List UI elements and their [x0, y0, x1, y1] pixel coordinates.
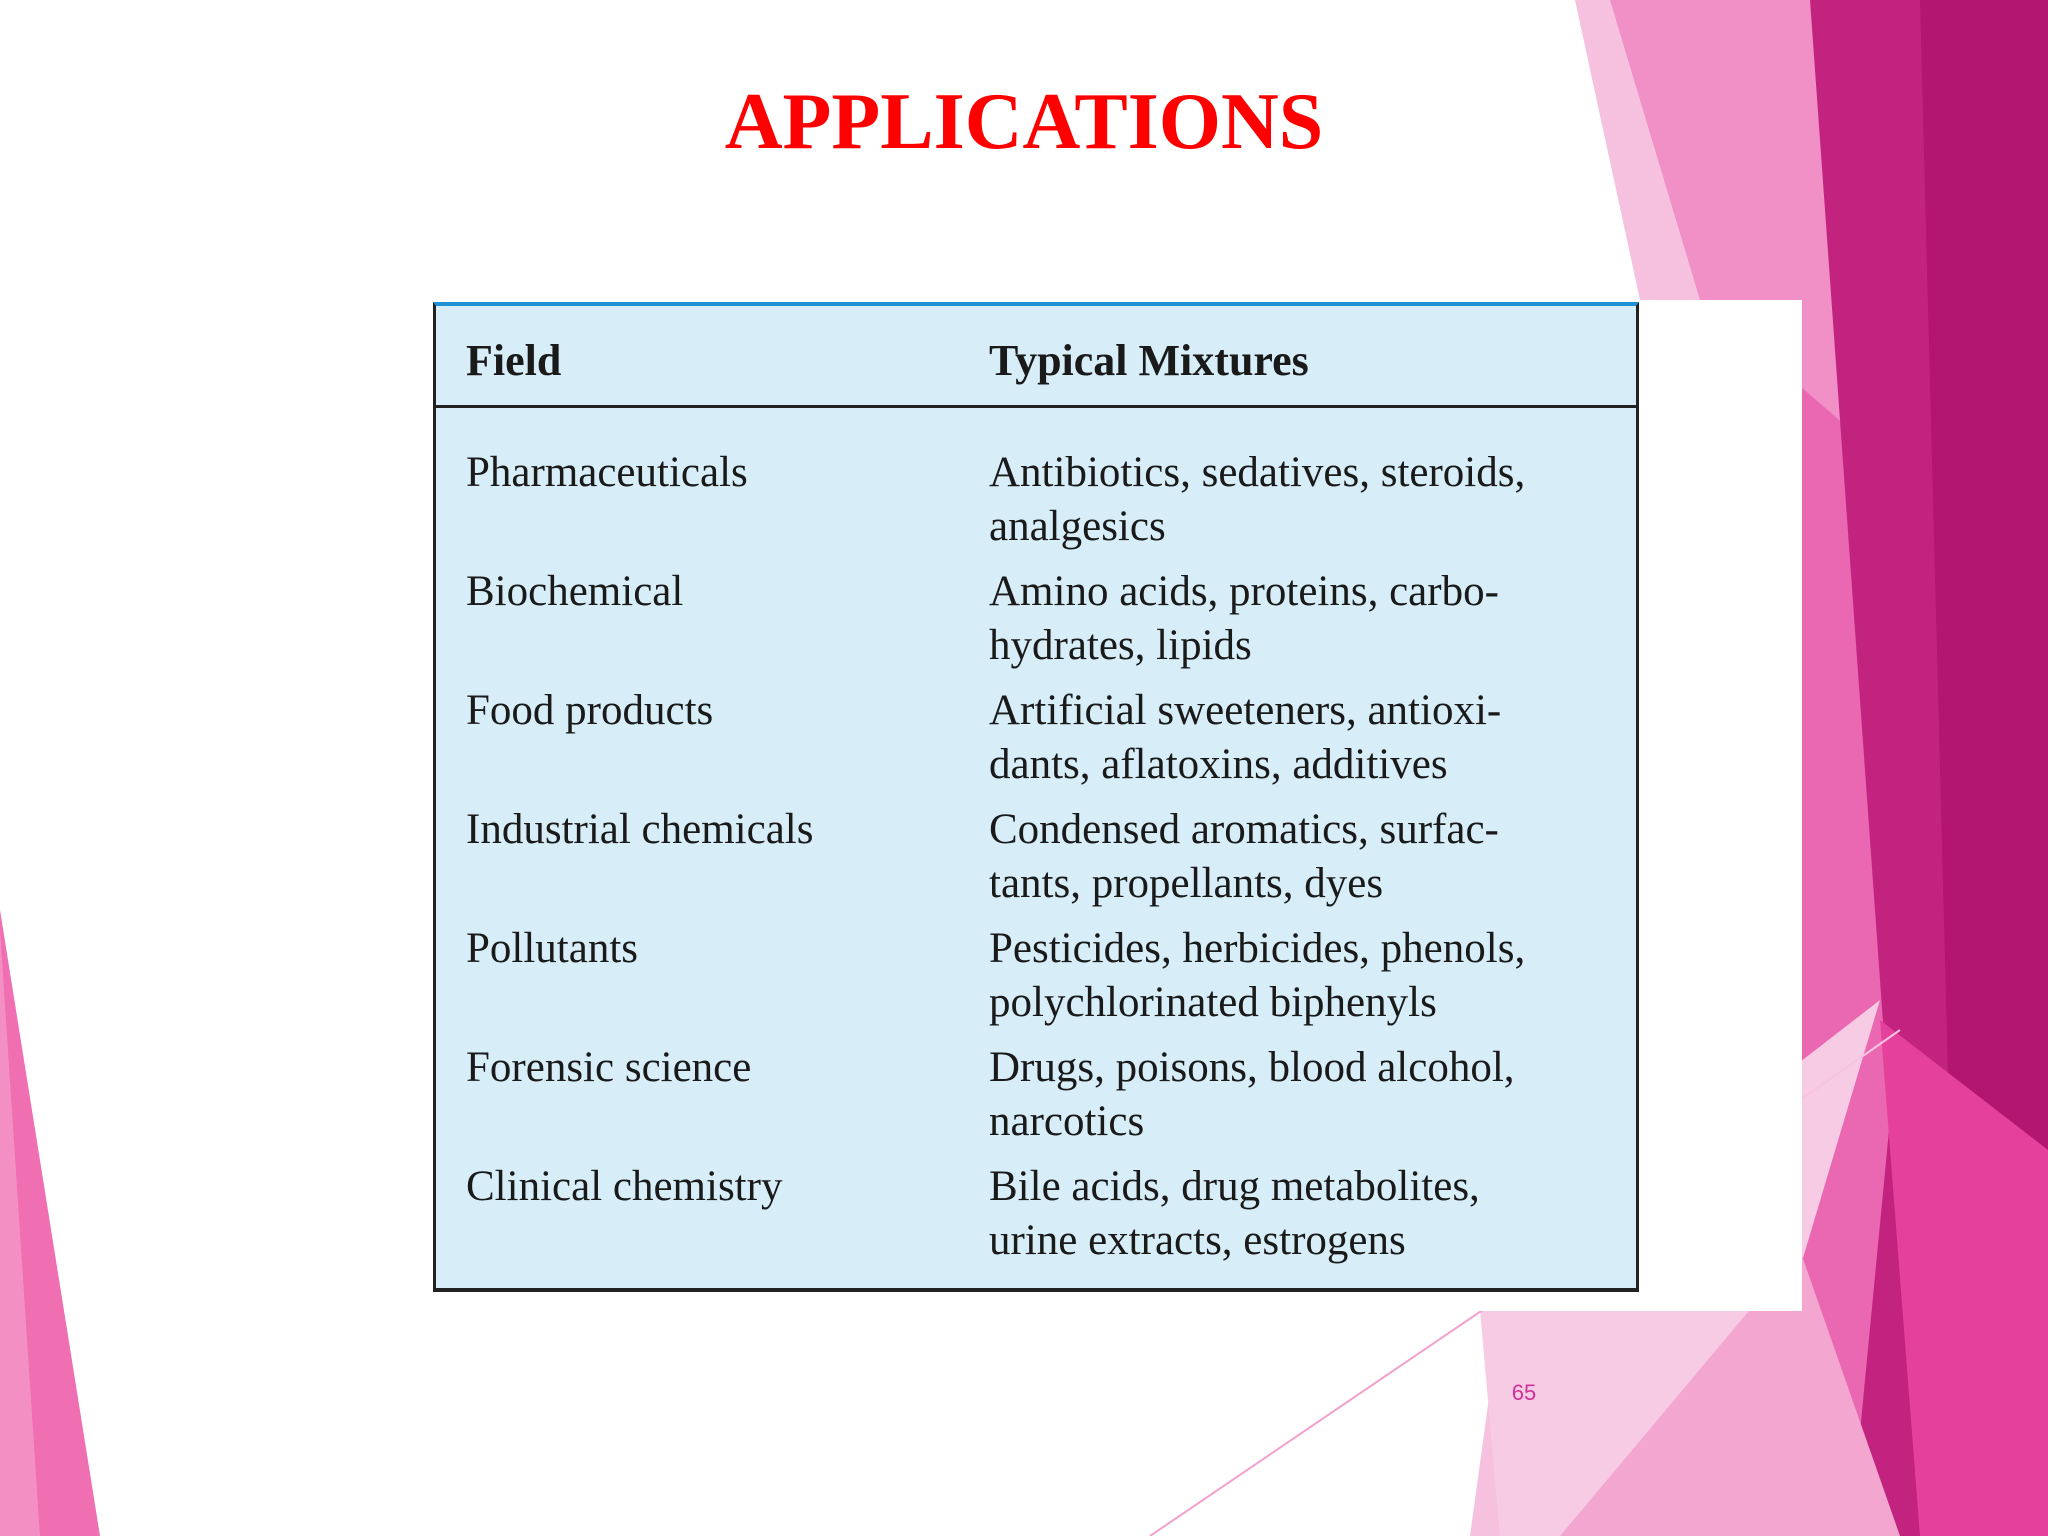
header-typical-mixtures: Typical Mixtures — [989, 336, 1309, 385]
mixtures-cell — [989, 922, 1629, 1030]
mixtures-line: dants, aflatoxins, additives — [989, 741, 1448, 788]
table-row — [436, 922, 1636, 1040]
table-row — [436, 446, 1636, 564]
mixtures-cell — [989, 1160, 1629, 1268]
mixtures-line: Amino acids, proteins, carbo- — [989, 568, 1499, 615]
mixtures-cell — [989, 565, 1629, 673]
table-row — [436, 1160, 1636, 1278]
mixtures-line: Artificial sweeteners, antioxi- — [989, 687, 1502, 734]
field-cell: Pharmaceuticals — [466, 449, 748, 496]
table-row — [436, 1041, 1636, 1159]
field-cell: Forensic science — [466, 1044, 752, 1091]
mixtures-line: Antibiotics, sedatives, steroids, — [989, 449, 1526, 496]
field-cell: Food products — [466, 687, 714, 734]
field-cell: Pollutants — [466, 925, 639, 972]
mixtures-line: Pesticides, herbicides, phenols, — [989, 925, 1526, 972]
table-row — [436, 565, 1636, 683]
mixtures-cell — [989, 1041, 1629, 1149]
header-field: Field — [466, 336, 562, 385]
table-panel — [428, 300, 1802, 1311]
slide-title: APPLICATIONS — [724, 78, 1324, 166]
table-row — [436, 684, 1636, 802]
field-cell: Clinical chemistry — [466, 1163, 783, 1210]
mixtures-line: Bile acids, drug metabolites, — [989, 1163, 1480, 1210]
mixtures-line: polychlorinated biphenyls — [989, 979, 1437, 1026]
applications-table — [433, 302, 1639, 1292]
mixtures-line: Drugs, poisons, blood alcohol, — [989, 1044, 1515, 1091]
field-cell: Industrial chemicals — [466, 806, 814, 853]
mixtures-line: hydrates, lipids — [989, 622, 1252, 669]
slide-number: 65 — [1511, 1380, 1537, 1405]
field-cell: Biochemical — [466, 568, 684, 615]
table-row — [436, 803, 1636, 921]
mixtures-cell — [989, 803, 1629, 911]
table-header — [436, 306, 1636, 408]
thin-pink-line — [1150, 1305, 1490, 1536]
mixtures-cell — [989, 684, 1629, 792]
mixtures-line: Condensed aromatics, surfac- — [989, 806, 1499, 853]
mixtures-line: narcotics — [989, 1098, 1145, 1145]
mixtures-line: urine extracts, estrogens — [989, 1217, 1406, 1264]
mixtures-line: tants, propellants, dyes — [989, 860, 1384, 907]
mixtures-line: analgesics — [989, 503, 1166, 550]
mixtures-cell — [989, 446, 1629, 554]
